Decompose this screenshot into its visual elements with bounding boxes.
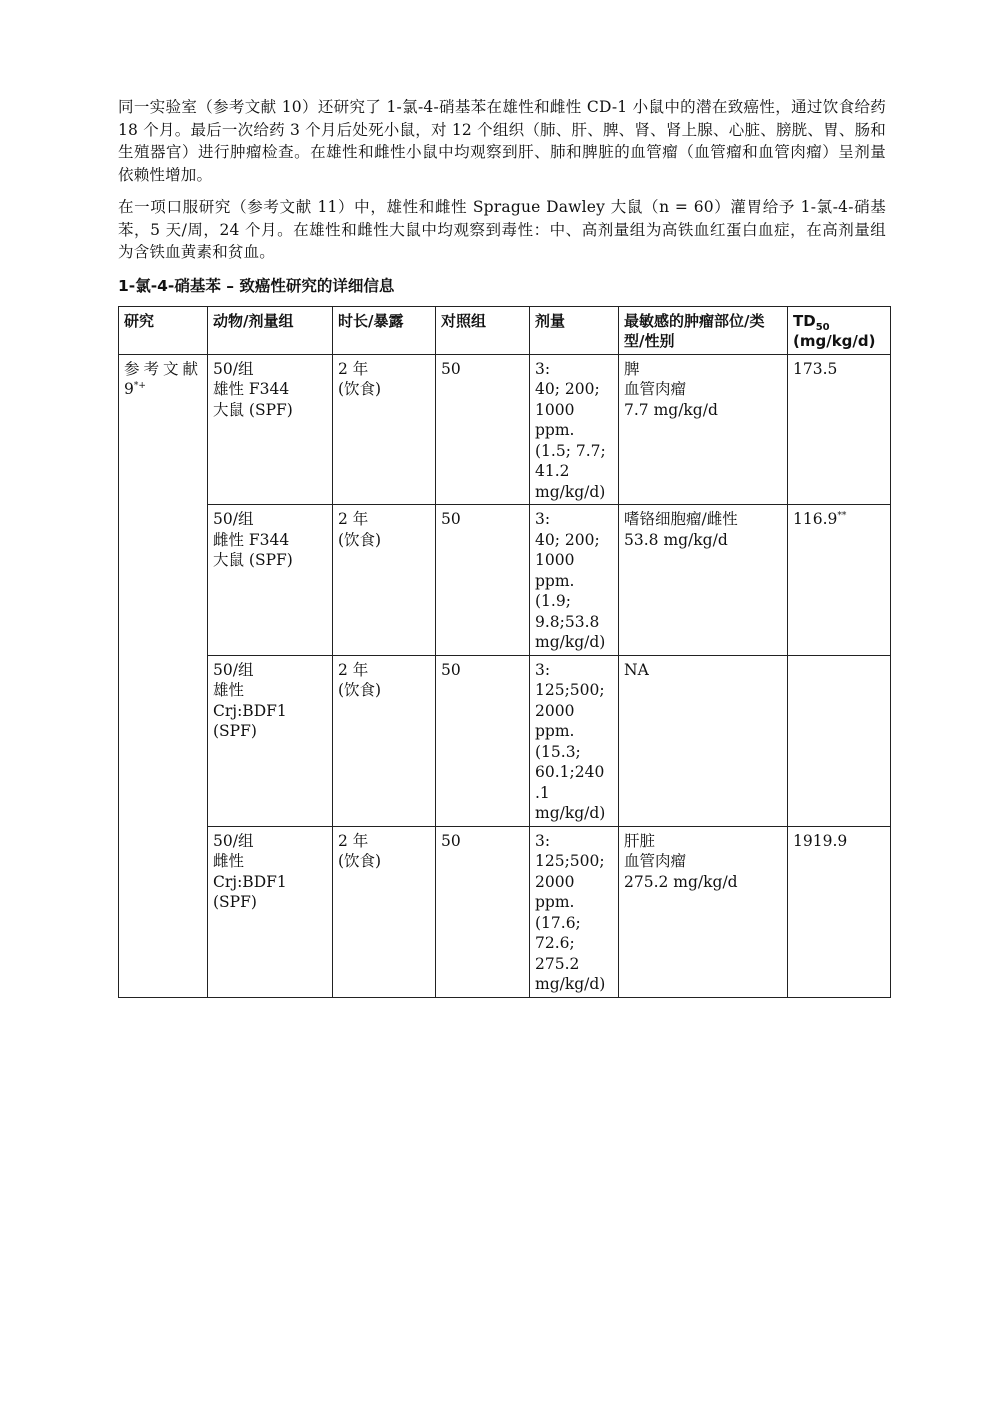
duration-line: (饮食)	[338, 681, 382, 699]
animals-line: 大鼠 (SPF)	[213, 400, 293, 419]
table-header-row	[119, 306, 891, 354]
dose-line: 1000	[535, 551, 575, 569]
duration-line: (饮食)	[338, 530, 382, 549]
tumor-site-cell	[619, 354, 788, 505]
dose-line: mg/kg/d)	[535, 975, 606, 993]
animals-line: 50/组	[213, 510, 254, 528]
dose-line: 275.2	[535, 954, 580, 973]
duration-cell	[333, 354, 436, 505]
dose-line: 3:	[535, 831, 551, 850]
dose-line: 125;500;	[535, 681, 605, 699]
table-row	[119, 826, 891, 997]
dose-cell	[530, 655, 619, 826]
dose-line: 9.8;53.8	[535, 612, 600, 631]
duration-line: (饮食)	[338, 380, 382, 398]
dose-line: mg/kg/d)	[535, 633, 606, 651]
dose-line: 40; 200;	[535, 380, 600, 398]
table-title: 1-氯-4-硝基苯 – 致癌性研究的详细信息	[118, 276, 395, 295]
tumor-site-line: 脾	[624, 359, 640, 378]
animals-line: 50/组	[213, 660, 254, 679]
tumor-site-cell	[619, 655, 788, 826]
header-dose: 剂量	[530, 306, 619, 354]
duration-line: 2 年	[338, 660, 369, 679]
dose-line: ppm.	[535, 571, 575, 590]
header-duration: 时长/暴露	[333, 306, 436, 354]
td50-cell	[788, 354, 891, 505]
control-cell: 50	[436, 354, 530, 505]
td50-cell	[788, 505, 891, 656]
dose-line: 125;500;	[535, 852, 605, 870]
paragraph-oral-study: 在一项口服研究（参考文献 11）中，雄性和雌性 Sprague Dawley 大鼠（n = 60）灌胃给予 1-氯-4-硝基苯，5 天/周，24 个月。在雄性和雌性大鼠中均观察到毒性：中、高剂量组为高铁血红蛋白血症，在高剂量组为含铁血黄素和贫血。	[118, 198, 886, 261]
dose-line: 3:	[535, 660, 551, 679]
dose-line: 41.2	[535, 462, 570, 480]
animals-line: 50/组	[213, 359, 254, 378]
dose-cell	[530, 826, 619, 997]
animals-cell	[208, 826, 333, 997]
td50-value: 173.5	[793, 359, 838, 378]
dose-line: 3:	[535, 359, 551, 378]
td50-value: 1919.9	[793, 831, 848, 850]
td50-value: 116.9	[793, 510, 838, 528]
dose-line: (15.3;	[535, 742, 581, 761]
duration-cell	[333, 655, 436, 826]
table-row	[119, 354, 891, 505]
animals-line: 雌性	[213, 852, 245, 870]
tumor-site-line: 嗜铬细胞瘤/雌性	[624, 510, 738, 528]
dose-line: (1.9;	[535, 592, 571, 610]
animals-line: (SPF)	[213, 722, 257, 740]
duration-line: 2 年	[338, 359, 369, 378]
header-study: 研究	[119, 306, 208, 354]
dose-line: 3:	[535, 510, 551, 528]
header-tumor-site: 最敏感的肿瘤部位/类型/性别	[619, 306, 788, 354]
dose-line: .1	[535, 783, 550, 802]
dose-line: 72.6;	[535, 934, 575, 952]
animals-line: Crj:BDF1	[213, 872, 287, 891]
animals-line: 雌性 F344	[213, 530, 290, 549]
tumor-site-line: NA	[624, 660, 649, 679]
table-row	[119, 655, 891, 826]
animals-line: 雄性	[213, 681, 245, 699]
tumor-site-cell	[619, 505, 788, 656]
animals-line: 雄性 F344	[213, 380, 290, 398]
tumor-site-line: 血管肉瘤	[624, 380, 687, 398]
document-body	[118, 96, 886, 998]
animals-cell	[208, 655, 333, 826]
tumor-site-line: 7.7 mg/kg/d	[624, 400, 718, 419]
tumor-site-line: 肝脏	[624, 831, 656, 850]
dose-line: 40; 200;	[535, 530, 600, 549]
study-reference-cell	[119, 354, 208, 997]
study-marks: *+	[133, 380, 146, 391]
duration-line: 2 年	[338, 510, 369, 528]
dose-line: mg/kg/d)	[535, 482, 606, 501]
tumor-site-line: 53.8 mg/kg/d	[624, 530, 728, 549]
control-cell: 50	[436, 505, 530, 656]
animals-line: (SPF)	[213, 893, 257, 911]
dose-line: ppm.	[535, 722, 575, 740]
td50-cell	[788, 655, 891, 826]
td50-cell	[788, 826, 891, 997]
animals-cell	[208, 354, 333, 505]
header-td50: $TD_{50}$ (mg/kg/d)	[788, 306, 891, 354]
duration-line: 2 年	[338, 831, 369, 850]
dose-line: mg/kg/d)	[535, 804, 606, 822]
control-cell: 50	[436, 655, 530, 826]
dose-line: 1000	[535, 400, 575, 419]
dose-line: (1.5; 7.7;	[535, 441, 606, 460]
header-control: 对照组	[436, 306, 530, 354]
study-label: 参考文献	[124, 359, 203, 378]
table-row	[119, 505, 891, 656]
dose-line: ppm.	[535, 421, 575, 439]
header-animals: 动物/剂量组	[208, 306, 333, 354]
control-cell: 50	[436, 826, 530, 997]
paragraph-mouse-study: 同一实验室（参考文献 10）还研究了 1-氯-4-硝基苯在雄性和雌性 CD-1 小鼠中的潜在致癌性，通过饮食给药 18 个月。最后一次给药 3 个月后处死小鼠，对 12 个组织（肺、肝、脾、肾、肾上腺、心脏、膀胱、胃、肠和生殖器官）进行肿瘤检查。在雄性和雌性小鼠中均观察到肝、肺和脾脏的血管瘤（血管瘤和血管肉瘤）呈剂量依赖性增加。	[118, 98, 886, 184]
dose-cell	[530, 354, 619, 505]
animals-line: Crj:BDF1	[213, 701, 287, 720]
dose-line: 60.1;240	[535, 763, 605, 781]
tumor-site-line: 275.2 mg/kg/d	[624, 872, 738, 891]
duration-cell	[333, 826, 436, 997]
dose-line: 2000	[535, 701, 575, 720]
animals-line: 大鼠 (SPF)	[213, 551, 293, 569]
study-number: 9*+	[124, 380, 146, 398]
dose-line: 2000	[535, 872, 575, 891]
duration-line: (饮食)	[338, 852, 382, 870]
carcinogenicity-table	[118, 306, 891, 998]
dose-cell	[530, 505, 619, 656]
duration-cell	[333, 505, 436, 656]
tumor-site-cell	[619, 826, 788, 997]
td50-marks: **	[837, 510, 847, 521]
tumor-site-line: 血管肉瘤	[624, 852, 687, 870]
animals-line: 50/组	[213, 831, 254, 850]
dose-line: ppm.	[535, 893, 575, 911]
dose-line: (17.6;	[535, 913, 581, 932]
animals-cell	[208, 505, 333, 656]
